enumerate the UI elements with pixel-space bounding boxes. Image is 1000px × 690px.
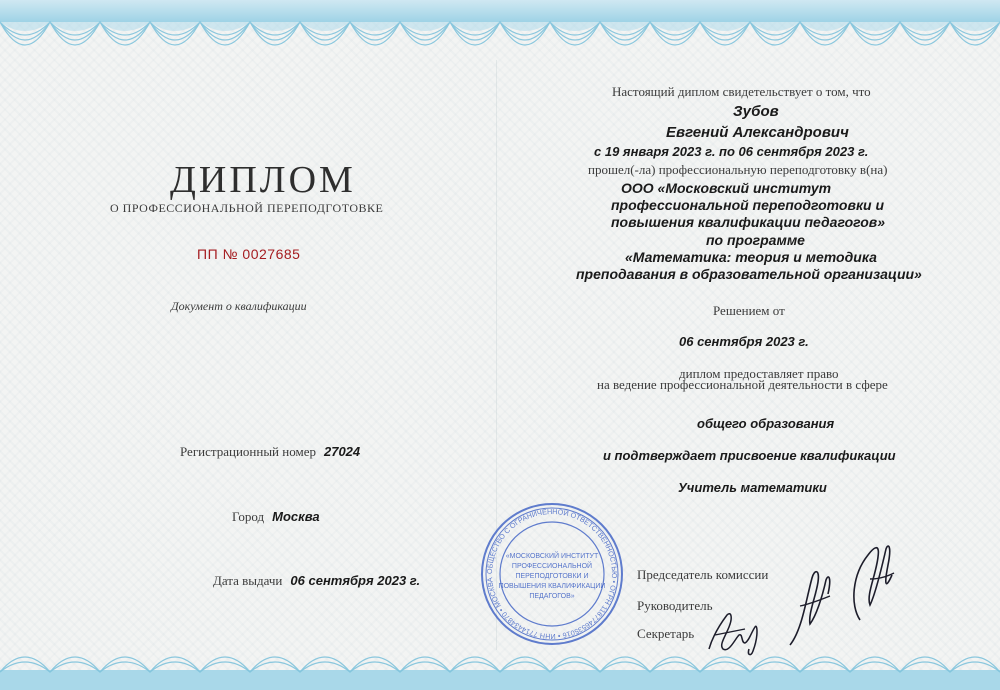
svg-text:«МОСКОВСКИЙ ИНСТИТУТ: «МОСКОВСКИЙ ИНСТИТУТ [505,553,599,560]
registration-number: 27024 [323,444,361,459]
training-period: с 19 января 2023 г. по 06 сентября 2023 г. [594,144,869,159]
diploma-title: ДИПЛОМ [170,159,356,201]
serial-number: ПП № 0027685 [197,246,301,262]
city-row [232,509,320,525]
organization-line-1: ООО «Московский институт [621,180,832,196]
right-text-line-2: на ведение профессиональной деятельности в сфере [597,377,888,392]
confirms-qualification-text: и подтверждает присвоение квалификации [603,448,896,463]
right-text-line-1: диплом предоставляет право [679,366,839,381]
svg-text:ПРОФЕССИОНАЛЬНОЙ: ПРОФЕССИОНАЛЬНОЙ [511,563,593,570]
program-label: по программе [706,232,805,248]
issue-date-value: 06 сентября 2023 г. [290,573,421,588]
city-value: Москва [272,509,320,524]
svg-text:ПОВЫШЕНИЯ КВАЛИФИКАЦИИ: ПОВЫШЕНИЯ КВАЛИФИКАЦИИ [498,583,606,590]
secretary-signature [705,605,765,660]
program-line-2: преподавания в образовательной организации» [576,266,922,282]
decision-date: 06 сентября 2023 г. [679,334,809,349]
organization-stamp [478,500,626,648]
qualification-value: Учитель математики [678,480,827,495]
intro-text: Настоящий диплом свидетельствует о том, что [612,84,871,99]
svg-text:ПЕРЕПОДГОТОВКИ И: ПЕРЕПОДГОТОВКИ И [515,573,589,580]
issue-date-label: Дата выдачи [213,573,283,588]
issue-date-row [213,573,420,589]
document-type: Документ о квалификации [171,299,307,313]
diploma-subtitle: О ПРОФЕССИОНАЛЬНОЙ ПЕРЕПОДГОТОВКЕ [110,201,384,215]
head-label: Руководитель [637,598,713,613]
top-guilloche-border [0,0,1000,75]
chairman-signature [840,535,900,625]
head-signature [782,560,837,650]
passed-text: прошел(-ла) профессиональную переподготовку в(на) [588,162,888,177]
city-label: Город [232,509,265,524]
registration-label: Регистрационный номер [180,444,316,459]
registration-row [180,444,360,460]
decision-label: Решением от [713,303,785,318]
chairman-label: Председатель комиссии [637,567,769,582]
professional-field: общего образования [697,416,835,431]
organization-line-3: повышения квалификации педагогов» [611,214,886,230]
organization-line-2: профессиональной переподготовки и [611,197,885,213]
holder-given-names: Евгений Александрович [666,124,849,141]
program-line-1: «Математика: теория и методика [625,249,877,265]
secretary-label: Секретарь [637,626,695,641]
holder-surname: Зубов [733,103,779,120]
svg-text:ОБЩЕСТВО С ОГРАНИЧЕННОЙ ОТВЕТС: ОБЩЕСТВО С ОГРАНИЧЕННОЙ ОТВЕТСТВЕННОСТЬЮ • ОГРН 1187746535016 • ИНН 7714434870 • МОСКВА [484,506,620,642]
svg-text:ПЕДАГОГОВ»: ПЕДАГОГОВ» [529,593,575,600]
